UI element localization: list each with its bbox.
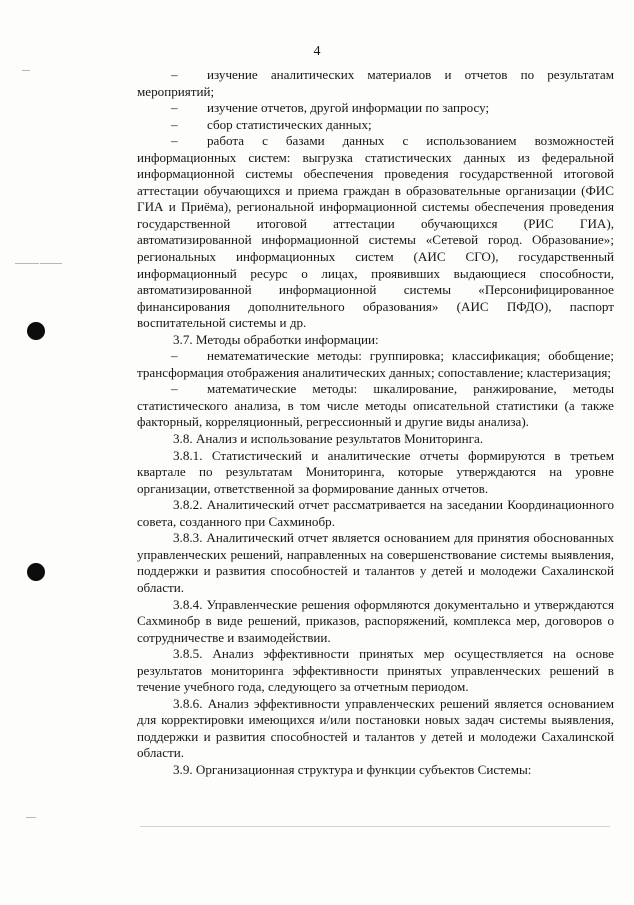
list-item: – работа с базами данных с использованием возможностей информационных систем: выгрузка статистических данных из федеральной информационной системы обеспечения проведения государственной итоговой аттестации обучающихся и приема граждан в образовательные организации (ФИС ГИА и Приёма), региональной информационной системы обеспечения проведения государственной итоговой аттестации обучающихся (РИС ГИА), автоматизированной информационной системы «Сетевой город. Образование»; региональных информационных систем (АИС СГО), государственный информационный ресурс о лицах, проявивших выдающиеся способности, автоматизированной информационной системы «Персонифицированное финансирования дополнительного образования» (АИС ПФДО), паспорт воспитательной системы и др. bbox=[137, 133, 614, 331]
scan-artifact bbox=[15, 263, 39, 264]
dash-marker: – bbox=[171, 100, 178, 116]
dash-marker: – bbox=[171, 381, 178, 397]
list-item: – изучение аналитических материалов и отчетов по результатам мероприятий; bbox=[137, 67, 614, 99]
binder-hole-bottom bbox=[27, 563, 45, 581]
section-heading-3-9: 3.9. Организационная структура и функции субъектов Системы: bbox=[173, 761, 532, 777]
list-item: – сбор статистических данных; bbox=[171, 116, 372, 132]
section-heading-3-8: 3.8. Анализ и использование результатов Мониторинга. bbox=[173, 431, 484, 447]
subsection-3-8-2: 3.8.2. Аналитический отчет рассматривается на заседании Координационного совета, созданного при Сахминобр. bbox=[137, 497, 614, 529]
dash-marker: – bbox=[171, 116, 178, 132]
dash-marker: – bbox=[171, 133, 178, 149]
document-body bbox=[137, 67, 614, 779]
page-number: 4 bbox=[313, 44, 321, 59]
dash-marker: – bbox=[171, 348, 178, 364]
subsection-3-8-4: 3.8.4. Управленческие решения оформляются документально и утверждаются Сахминобр в виде решений, приказов, распоряжений, комплекса мер, договоров о сотрудничестве и взаимодействии. bbox=[137, 596, 614, 645]
list-item: – нематематические методы: группировка; классификация; обобщение; трансформация отображения аналитических данных; сопоставление; кластеризация; bbox=[137, 348, 614, 380]
subsection-3-8-1: 3.8.1. Статистический и аналитические отчеты формируются в третьем квартале по результатам Мониторинга, которые утверждаются на уровне организации, ответственной за формирование данных отчетов. bbox=[137, 447, 614, 496]
section-heading-3-7: 3.7. Методы обработки информации: bbox=[173, 331, 379, 347]
scan-artifact bbox=[22, 70, 30, 71]
subsection-3-8-6: 3.8.6. Анализ эффективности управленческих решений является основанием для корректировки имеющихся и/или постановки новых задач системы выявления, поддержки и развития способностей и талантов у детей и молодежи Сахалинской области. bbox=[137, 695, 614, 761]
dash-marker: – bbox=[171, 67, 178, 82]
scan-artifact bbox=[26, 817, 36, 818]
subsection-3-8-5: 3.8.5. Анализ эффективности принятых мер осуществляется на основе результатов мониторинга эффективности принятых управленческих решений в течение учебного года, следующего за отчетным периодом. bbox=[137, 646, 614, 695]
binder-hole-top bbox=[27, 322, 45, 340]
subsection-3-8-3: 3.8.3. Аналитический отчет является основанием для принятия обоснованных управленческих решений, направленных на совершенствование системы выявления, поддержки и развития способностей и талантов у детей и молодежи Сахалинской области. bbox=[137, 530, 614, 595]
scan-artifact bbox=[40, 263, 62, 264]
scan-artifact bbox=[140, 826, 610, 827]
list-item: – математические методы: шкалирование, ранжирование, методы статистического анализа, в том числе методы описательной статистики (а также факторный, корреляционный, регрессионный и другие виды анализа). bbox=[137, 381, 614, 430]
list-item: – изучение отчетов, другой информации по запросу; bbox=[171, 100, 490, 116]
